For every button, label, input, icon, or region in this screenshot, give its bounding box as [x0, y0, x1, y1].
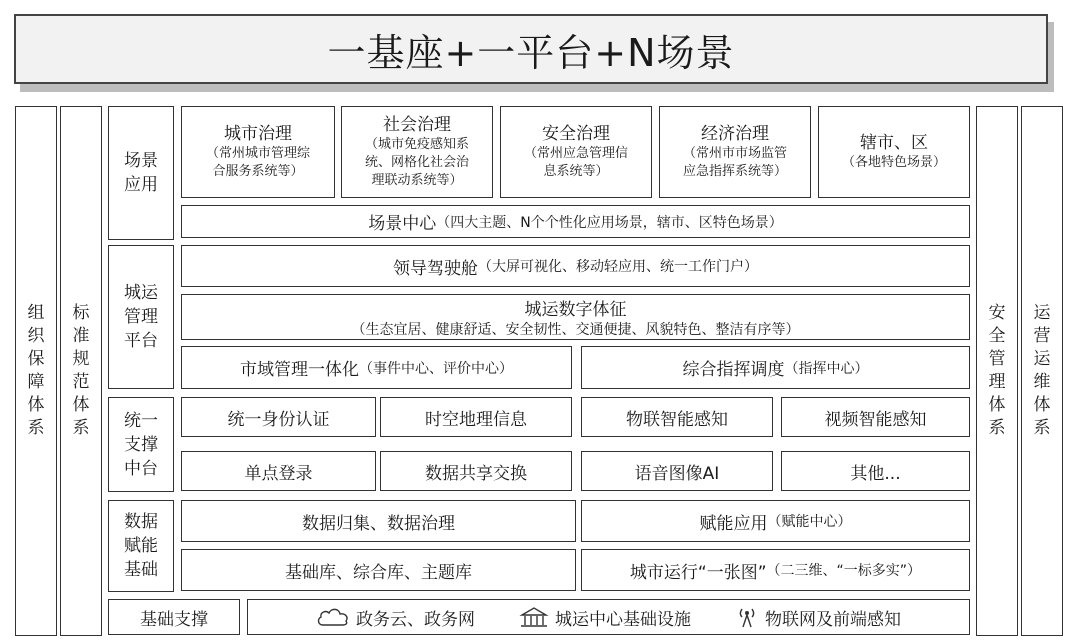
support-item-label: 单点登录: [244, 463, 313, 484]
support-item-label: 统一身份认证: [227, 409, 330, 430]
support-item-label: 语音图像AI: [634, 463, 720, 484]
infra-item-antenna: [735, 605, 901, 630]
support-item-label: 数据共享交换: [425, 463, 527, 484]
support-data-exchange: [380, 451, 572, 491]
card-sub: 应急指挥系统等）: [682, 164, 787, 179]
infra-item-label: 政务云、政务网: [356, 609, 475, 630]
side-char: 理: [988, 372, 1006, 392]
city-mgmt-note: （事件中心、评价中心）: [359, 360, 513, 377]
enabling-application: [581, 500, 970, 542]
city-mgmt-title: 市域管理一体化: [240, 360, 359, 380]
section-label-line: 支撑: [124, 434, 158, 455]
command-note: （指挥中心）: [784, 360, 869, 377]
antenna-icon: [735, 605, 759, 629]
data-libs-label: 基础库、综合库、主题库: [285, 562, 472, 583]
support-sso: [181, 451, 376, 491]
infra-label: 基础支撑: [140, 609, 208, 630]
one-map-title: 城市运行“一张图”: [629, 562, 767, 583]
side-char: 规: [72, 349, 90, 369]
side-char: 标: [72, 303, 90, 323]
card-title: 社会治理: [383, 115, 451, 135]
cockpit-title: 领导驾驶舱: [393, 258, 478, 279]
card-sub: （常州城市管理综: [205, 146, 310, 161]
side-char: 系: [27, 418, 45, 438]
support-item-label: 视频智能感知: [824, 409, 927, 430]
side-char: 维: [1033, 372, 1051, 392]
cloud-icon: [316, 607, 350, 627]
section-label-infra: [108, 599, 240, 635]
side-char: 障: [27, 372, 45, 392]
side-char: 营: [1033, 326, 1051, 346]
command-title: 综合指挥调度: [682, 360, 785, 380]
side-char: 运: [1033, 303, 1051, 323]
support-voice-image-ai: [581, 451, 773, 491]
one-map-note: （二三维、“一标多实”）: [766, 563, 922, 579]
side-char: 全: [988, 326, 1006, 346]
side-column-org-support: [15, 106, 57, 636]
support-geo-info: [380, 397, 572, 437]
infra-item-label: 物联网及前端感知: [765, 609, 901, 630]
enable-title: 赋能应用: [699, 513, 768, 534]
diagram-title: 一基座+一平台+N场景: [327, 30, 735, 75]
card-sub: 统、网格化社会治: [364, 155, 469, 170]
section-label-line: 数据: [124, 512, 158, 532]
section-label-scene: [108, 106, 174, 240]
scene-center-note: （四大主题、N个个性化应用场景，辖市、区特色场景）: [436, 214, 783, 231]
side-char: 系: [1033, 418, 1051, 438]
card-title: 经济治理: [701, 124, 769, 144]
title-banner: [14, 14, 1048, 84]
section-label-line: 基础: [124, 560, 158, 580]
card-sub: （城市免疫感知系: [364, 137, 469, 152]
side-char: 运: [1033, 349, 1051, 369]
scene-center-title: 场景中心: [368, 214, 437, 234]
side-char: 系: [988, 418, 1006, 438]
section-label-support: [108, 397, 174, 492]
data-collect-label: 数据归集、数据治理: [302, 513, 455, 534]
digital-signs-bar: [181, 294, 970, 340]
city-one-map: [581, 549, 970, 591]
scene-center-bar: [181, 205, 970, 238]
support-item-label: 时空地理信息: [425, 409, 527, 430]
scene-card-city-governance: [181, 106, 335, 198]
scene-card-economic-governance: [659, 106, 811, 198]
support-unified-identity: [181, 397, 376, 437]
card-title: 城市治理: [224, 124, 292, 144]
cockpit-note: （大屏可视化、移动轻应用、统一工作门户）: [478, 259, 758, 275]
side-char: 体: [27, 395, 45, 415]
card-sub: （各地特色场景）: [841, 155, 946, 170]
card-title: 安全治理: [542, 124, 610, 144]
side-char: 安: [988, 303, 1006, 323]
card-sub: 息系统等）: [543, 164, 609, 179]
side-column-security-mgmt: [976, 106, 1018, 636]
side-column-operations: [1021, 106, 1063, 636]
section-label-line: 管理: [124, 307, 158, 327]
card-sub: （常州市市场监管: [682, 146, 787, 161]
side-char: 织: [27, 326, 45, 346]
card-sub: 理联动系统等）: [371, 173, 463, 188]
side-char: 组: [27, 303, 45, 323]
section-label-line: 统一: [124, 410, 158, 431]
enable-note: （赋能中心）: [767, 514, 852, 530]
section-label-line: 赋能: [124, 536, 158, 556]
side-column-standards: [60, 106, 102, 636]
section-label-line: 应用: [124, 175, 158, 195]
section-label-line: 城运: [124, 283, 158, 303]
data-libraries: [181, 549, 576, 591]
scene-card-safety-governance: [500, 106, 652, 198]
infra-item-cloud: [316, 605, 475, 630]
infra-items-bar: [247, 599, 970, 635]
digital-signs-note: （生态宜居、健康舒适、安全韧性、交通便捷、风貌特色、整洁有序等）: [351, 321, 800, 338]
section-label-line: 平台: [124, 331, 158, 351]
side-char: 系: [72, 418, 90, 438]
support-item-label: 其他...: [850, 463, 901, 484]
building-icon: [519, 605, 549, 629]
scene-card-districts: [818, 106, 970, 198]
infra-item-building: [519, 605, 691, 630]
side-char: 体: [72, 395, 90, 415]
section-label-platform: [108, 245, 174, 389]
side-char: 范: [72, 372, 90, 392]
side-char: 体: [988, 395, 1006, 415]
side-char: 体: [1033, 395, 1051, 415]
digital-signs-title: 城运数字体征: [524, 299, 627, 320]
support-item-label: 物联智能感知: [626, 409, 728, 430]
side-char: 保: [27, 349, 45, 369]
support-video-sensing: [781, 397, 970, 437]
scene-card-social-governance: [341, 106, 493, 198]
side-char: 管: [988, 349, 1006, 369]
card-title: 辖市、区: [860, 133, 928, 153]
card-sub: （常州应急管理信: [523, 146, 628, 161]
leader-cockpit-bar: [181, 245, 970, 287]
infra-item-label: 城运中心基础设施: [555, 609, 691, 630]
side-char: 准: [72, 326, 90, 346]
command-dispatch: [581, 346, 970, 389]
city-mgmt-integration: [181, 346, 572, 389]
card-sub: 合服务系统等）: [212, 164, 304, 179]
data-collection-governance: [181, 500, 576, 542]
section-label-data: [108, 500, 174, 592]
support-others: [781, 451, 970, 491]
section-label-line: 中台: [124, 458, 158, 479]
support-iot-sensing: [581, 397, 773, 437]
section-label-line: 场景: [124, 151, 158, 171]
